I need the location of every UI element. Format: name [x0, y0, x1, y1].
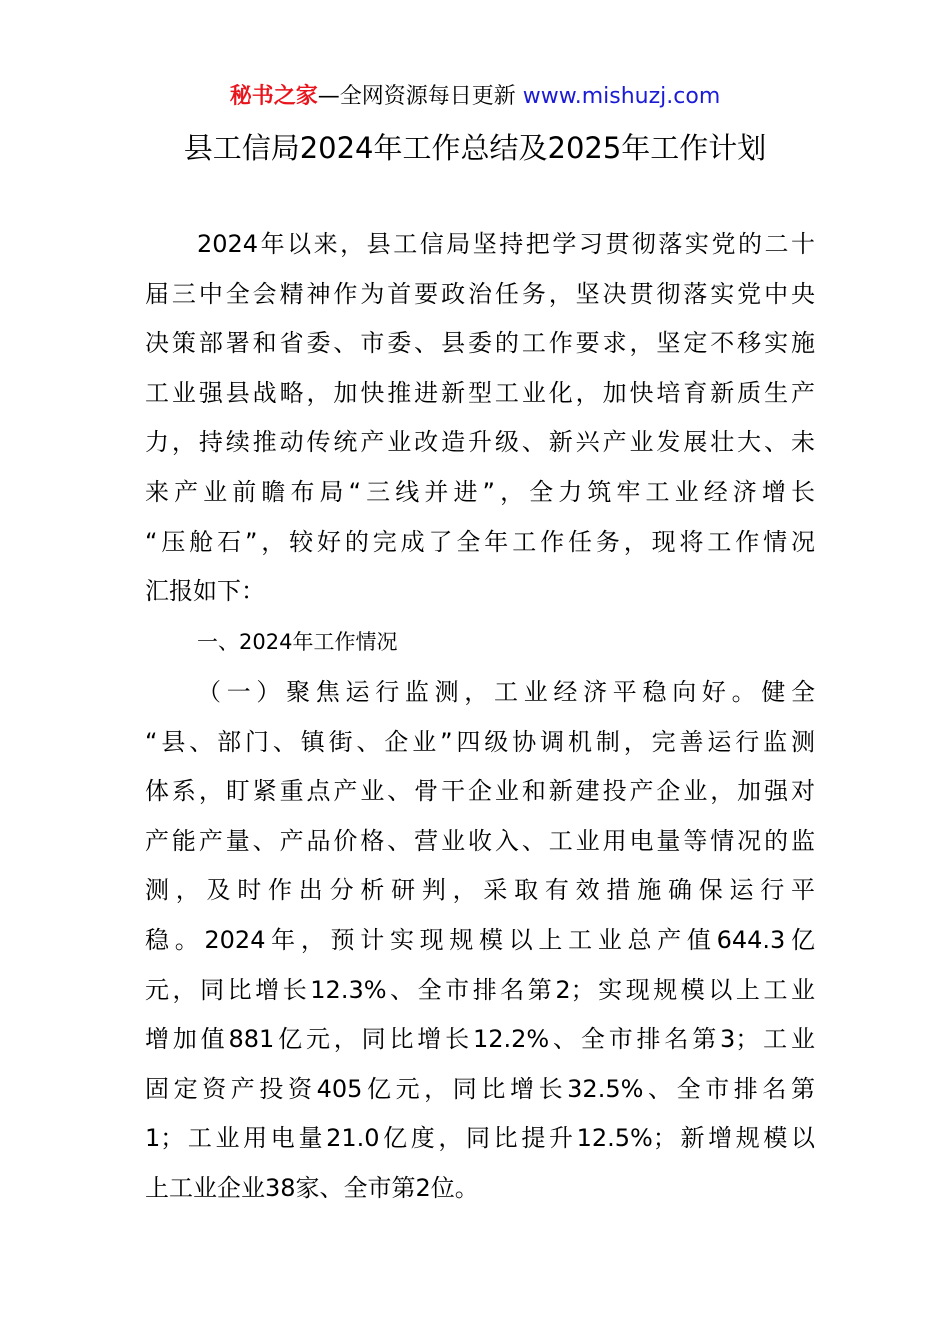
paragraph-line: 体系，盯紧重点产业、骨干企业和新建投产企业，加强对	[145, 777, 815, 806]
paragraph-line: 力，持续推动传统产业改造升级、新兴产业发展壮大、未	[145, 428, 815, 457]
paragraph-line: “县、部门、镇街、企业”四级协调机制，完善运行监测	[145, 727, 815, 756]
paragraph-line: 元，同比增长12.3%、全市排名第2；实现规模以上工业	[145, 975, 815, 1004]
watermark-tagline: —全网资源每日更新	[317, 84, 523, 109]
paragraph-line: 2024年以来，县工信局坚持把学习贯彻落实党的二十	[197, 230, 815, 258]
paragraph-line: 届三中全会精神作为首要政治任务，坚决贯彻落实党中央	[145, 279, 815, 308]
paragraph-line: 增加值881亿元，同比增长12.2%、全市排名第3；工业	[145, 1025, 815, 1054]
paragraph-line: 稳。2024年，预计实现规模以上工业总产值644.3亿	[145, 925, 815, 954]
paragraph-line: （一）聚焦运行监测，工业经济平稳向好。健全	[197, 678, 815, 706]
paragraph-line: 汇报如下：	[145, 577, 265, 606]
paragraph-line: 决策部署和省委、市委、县委的工作要求，坚定不移实施	[145, 329, 815, 358]
watermark-url: www.mishuzj.com	[522, 84, 721, 109]
paragraph-line: 上工业企业38家、全市第2位。	[145, 1173, 479, 1202]
paragraph-line: 测，及时作出分析研判，采取有效措施确保运行平	[145, 876, 815, 905]
document-title: 县工信局2024年工作总结及2025年工作计划	[183, 131, 767, 165]
section-heading: 一、2024年工作情况	[197, 630, 398, 654]
paragraph-line: 固定资产投资405亿元，同比增长32.5%、全市排名第	[145, 1074, 815, 1103]
subsection-paragraph	[145, 668, 815, 1214]
paragraph-line: 来产业前瞻布局“三线并进”，全力筑牢工业经济增长	[145, 477, 815, 506]
paragraph-line: “压舱石”，较好的完成了全年工作任务，现将工作情况	[145, 527, 815, 556]
section-heading-block	[145, 618, 815, 668]
intro-paragraph	[145, 220, 815, 617]
watermark-brand: 秘书之家	[229, 84, 318, 109]
site-watermark	[0, 82, 950, 112]
paragraph-line: 工业强县战略，加快推进新型工业化，加快培育新质生产	[145, 378, 815, 407]
paragraph-line: 1；工业用电量21.0亿度，同比提升12.5%；新增规模以	[145, 1124, 815, 1153]
paragraph-line: 产能产量、产品价格、营业收入、工业用电量等情况的监	[145, 826, 815, 855]
